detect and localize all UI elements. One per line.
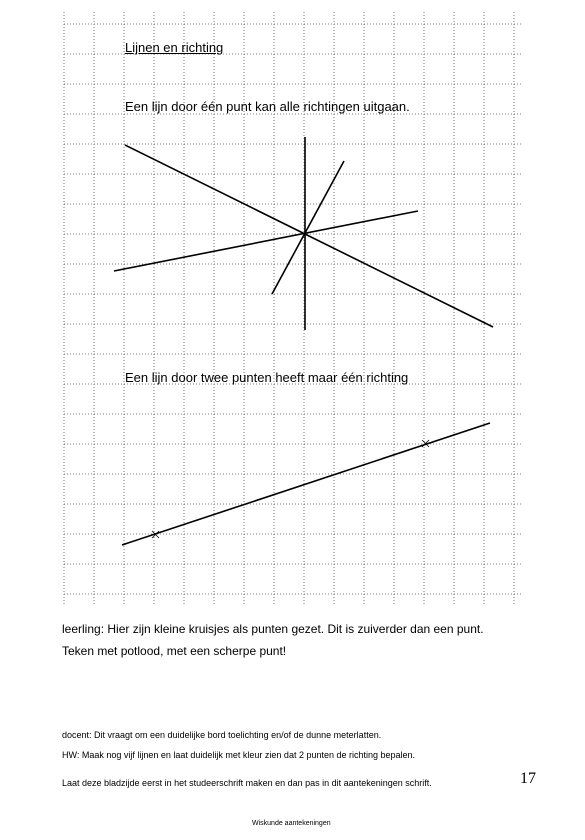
line-two-points xyxy=(122,423,490,545)
student-note-pencil: Teken met potlood, met een scherpe punt! xyxy=(62,644,287,658)
teacher-note: docent: Dit vraagt om een duidelijke bord toelichting en/of de dunne meterlatten. xyxy=(62,730,382,740)
line-diagonal-down xyxy=(125,145,493,327)
page-number: 17 xyxy=(520,770,536,787)
footer-text: Wiskunde aantekeningen xyxy=(252,820,331,827)
student-note: leerling: Hier zijn kleine kruisjes als punten gezet. Dit is zuiverder dan een punt. xyxy=(62,622,484,636)
lines-through-one-point xyxy=(114,137,493,330)
line-through-two-points xyxy=(122,423,490,545)
homework-note: HW: Maak nog vijf lijnen en laat duidelijk met kleur zien dat 2 punten de richting bepalen. xyxy=(62,750,416,760)
statement-two-points: Een lijn door twee punten heeft maar één richting xyxy=(125,370,409,385)
page-title: Lijnen en richting xyxy=(125,40,224,55)
instruction-note: Laat deze bladzijde eerst in het studeerschrift maken en dan pas in dit aantekeningen schrift. xyxy=(62,778,432,788)
line-shallow-up xyxy=(114,211,418,271)
statement-one-point: Een lijn door één punt kan alle richtingen uitgaan. xyxy=(125,99,410,114)
